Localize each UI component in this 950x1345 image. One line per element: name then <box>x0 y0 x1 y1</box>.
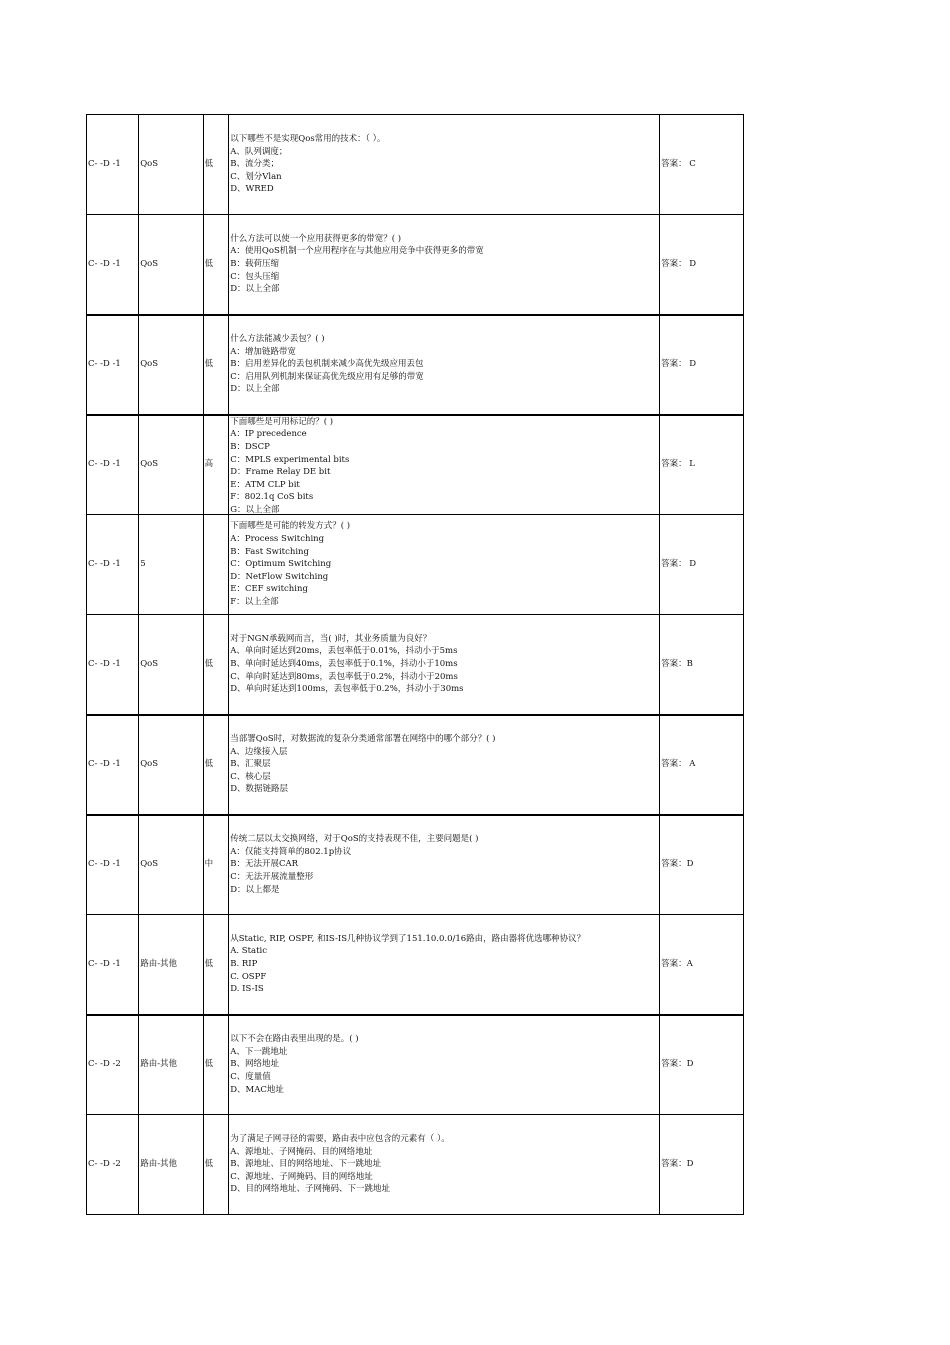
difficulty-cell <box>203 615 229 715</box>
question-line: A：增加链路带宽 <box>230 346 296 357</box>
category-cell <box>139 615 203 715</box>
category-cell <box>139 215 203 315</box>
category-cell <box>139 815 203 915</box>
question-line: 什么方法可以使一个应用获得更多的带宽？( ) <box>230 233 402 244</box>
answer-label: 答案：D <box>661 1059 694 1070</box>
category-cell <box>139 515 203 615</box>
category-label: 路由-其他 <box>140 958 178 969</box>
question-code-cell <box>87 915 139 1015</box>
category-label: QoS <box>140 359 159 370</box>
category-label: 5 <box>140 559 146 570</box>
question-text <box>230 233 658 296</box>
question-text <box>230 733 658 796</box>
question-cell <box>229 915 660 1015</box>
question-line: B、流分类； <box>230 159 279 170</box>
question-line: A：仅能支持简单的802.1p协议 <box>230 846 352 857</box>
answer-label: 答案： D <box>661 359 697 370</box>
question-text <box>230 833 658 896</box>
question-text <box>230 333 658 396</box>
difficulty-cell <box>203 115 229 215</box>
question-cell <box>229 315 660 415</box>
question-line: C：MPLS experimental bits <box>230 454 350 465</box>
table-row <box>87 715 744 815</box>
question-line: B：无法开展CAR <box>230 859 299 870</box>
answer-cell <box>660 115 744 215</box>
question-line: A、边缘接入层 <box>230 746 288 757</box>
question-line: B、源地址、目的网络地址、下一跳地址 <box>230 1159 381 1170</box>
question-line: B、单向时延达到40ms，丢包率低于0.1%，抖动小于10ms <box>230 658 458 669</box>
question-line: 传统二层以太交换网络，对于QoS的支持表现不佳，主要问题是( ) <box>230 834 479 845</box>
table-row <box>87 315 744 415</box>
question-code: C- -D -1 <box>88 359 121 370</box>
question-line: F：802.1q CoS bits <box>230 492 314 503</box>
question-cell <box>229 715 660 815</box>
question-line: E：CEF switching <box>230 584 308 595</box>
answer-label: 答案： D <box>661 559 697 570</box>
answer-cell <box>660 1015 744 1115</box>
difficulty-label: 高 <box>204 459 214 470</box>
difficulty-cell <box>203 515 229 615</box>
question-code: C- -D -1 <box>88 859 121 870</box>
question-line: A、单向时延达到20ms，丢包率低于0.01%，抖动小于5ms <box>230 646 458 657</box>
question-line: C、度量值 <box>230 1072 271 1083</box>
question-line: 当部署QoS时，对数据流的复杂分类通常部署在网络中的哪个部分？( ) <box>230 734 496 745</box>
question-line: A、源地址、子网掩码、目的网络地址 <box>230 1146 373 1157</box>
answer-label: 答案：A <box>661 958 693 969</box>
question-line: A：IP precedence <box>230 429 307 440</box>
question-line: D. IS-IS <box>230 984 264 995</box>
answer-label: 答案： C <box>661 159 696 170</box>
answer-label: 答案： L <box>661 459 695 470</box>
question-text <box>230 133 658 196</box>
question-line: B、网络地址 <box>230 1059 279 1070</box>
category-label: QoS <box>140 159 159 170</box>
question-line: 以下不会在路由表里出现的是。( ) <box>230 1034 359 1045</box>
difficulty-label: 低 <box>204 1159 214 1170</box>
category-label: 路由-其他 <box>140 1159 178 1170</box>
question-code-cell <box>87 215 139 315</box>
difficulty-cell <box>203 315 229 415</box>
category-cell <box>139 415 203 515</box>
question-line: 以下哪些不是实现Qos常用的技术：（ ）。 <box>230 134 386 145</box>
question-line: C：无法开展流量整形 <box>230 872 314 883</box>
answer-cell <box>660 215 744 315</box>
question-line: D、目的网络地址、子网掩码、下一跳地址 <box>230 1184 391 1195</box>
question-line: C：Optimum Switching <box>230 559 332 570</box>
question-code: C- -D -2 <box>88 1159 121 1170</box>
difficulty-cell <box>203 1015 229 1115</box>
question-text <box>230 1033 658 1096</box>
category-cell <box>139 1015 203 1115</box>
question-line: D：以上全部 <box>230 384 280 395</box>
category-cell <box>139 115 203 215</box>
question-line: C：启用队列机制来保证高优先级应用有足够的带宽 <box>230 371 424 382</box>
question-code-cell <box>87 1115 139 1215</box>
category-label: QoS <box>140 459 159 470</box>
table-row <box>87 815 744 915</box>
question-cell <box>229 515 660 615</box>
question-line: A：使用QoS机制一个应用程序在与其他应用竞争中获得更多的带宽 <box>230 246 484 257</box>
question-line: C：包头压缩 <box>230 271 280 282</box>
question-code-cell <box>87 515 139 615</box>
question-line: B、汇聚层 <box>230 759 271 770</box>
question-line: G：以上全部 <box>230 504 280 514</box>
question-text <box>230 933 658 996</box>
question-code-cell <box>87 315 139 415</box>
question-code: C- -D -1 <box>88 159 121 170</box>
category-cell <box>139 1115 203 1215</box>
category-cell <box>139 315 203 415</box>
table-row <box>87 415 744 515</box>
question-cell <box>229 415 660 515</box>
answer-label: 答案： D <box>661 258 697 269</box>
question-line: D：Frame Relay DE bit <box>230 467 331 478</box>
question-line: D：以上全部 <box>230 284 280 295</box>
question-line: C. OSPF <box>230 971 267 982</box>
question-line: B：启用差异化的丢包机制来减少高优先级应用丢包 <box>230 359 424 370</box>
question-code-cell <box>87 115 139 215</box>
question-text <box>230 1133 658 1196</box>
question-cell <box>229 615 660 715</box>
difficulty-cell <box>203 1115 229 1215</box>
category-label: QoS <box>140 258 159 269</box>
question-line: F：以上全部 <box>230 596 279 607</box>
question-text <box>230 633 658 696</box>
answer-label: 答案：D <box>661 859 694 870</box>
table-row <box>87 915 744 1015</box>
question-code-cell <box>87 615 139 715</box>
answer-cell <box>660 915 744 1015</box>
difficulty-label: 低 <box>204 159 214 170</box>
question-line: 下面哪些是可用标记的？( ) <box>230 416 334 427</box>
question-line: 对于NGN承载网而言，当( )时，其业务质量为良好？ <box>230 633 432 644</box>
question-code: C- -D -1 <box>88 258 121 269</box>
category-label: QoS <box>140 859 159 870</box>
difficulty-cell <box>203 415 229 515</box>
table-row <box>87 215 744 315</box>
question-line: B：DSCP <box>230 441 270 452</box>
answer-cell <box>660 315 744 415</box>
question-line: B：载荷压缩 <box>230 258 279 269</box>
category-label: QoS <box>140 759 159 770</box>
question-code: C- -D -1 <box>88 658 121 669</box>
question-cell <box>229 115 660 215</box>
answer-cell <box>660 615 744 715</box>
question-line: B：Fast Switching <box>230 546 309 557</box>
answer-label: 答案： A <box>661 759 696 770</box>
answer-cell <box>660 815 744 915</box>
table-row <box>87 615 744 715</box>
question-line: 为了满足子网寻径的需要，路由表中应包含的元素有（ ）。 <box>230 1134 450 1145</box>
question-code: C- -D -2 <box>88 1059 121 1070</box>
question-line: D：以上都是 <box>230 884 280 895</box>
difficulty-label: 低 <box>204 958 214 969</box>
question-line: B. RIP <box>230 958 258 969</box>
question-code-cell <box>87 415 139 515</box>
question-code-cell <box>87 815 139 915</box>
question-code: C- -D -1 <box>88 559 121 570</box>
question-cell <box>229 215 660 315</box>
question-code: C- -D -1 <box>88 459 121 470</box>
question-code: C- -D -1 <box>88 759 121 770</box>
difficulty-label: 低 <box>204 759 214 770</box>
difficulty-label: 低 <box>204 658 214 669</box>
difficulty-label: 低 <box>204 258 214 269</box>
question-line: E：ATM CLP bit <box>230 479 300 490</box>
answer-label: 答案：B <box>661 658 693 669</box>
table-row <box>87 115 744 215</box>
question-line: D、数据链路层 <box>230 784 289 795</box>
answer-cell <box>660 415 744 515</box>
question-code: C- -D -1 <box>88 958 121 969</box>
question-line: C、划分Vlan <box>230 171 282 182</box>
category-label: QoS <box>140 658 159 669</box>
question-line: C、源地址、子网掩码、目的网络地址 <box>230 1171 373 1182</box>
question-cell <box>229 1015 660 1115</box>
question-table <box>86 114 744 1215</box>
question-line: C、单向时延达到80ms，丢包率低于0.2%，抖动小于20ms <box>230 671 458 682</box>
question-line: D、MAC地址 <box>230 1084 284 1095</box>
question-text <box>230 416 658 514</box>
table-row <box>87 1015 744 1115</box>
question-code-cell <box>87 1015 139 1115</box>
category-cell <box>139 915 203 1015</box>
answer-cell <box>660 515 744 615</box>
difficulty-cell <box>203 715 229 815</box>
table-row <box>87 515 744 615</box>
question-line: A. Static <box>230 946 267 957</box>
answer-cell <box>660 1115 744 1215</box>
category-label: 路由-其他 <box>140 1059 178 1070</box>
question-line: A、队列调度； <box>230 146 288 157</box>
question-code-cell <box>87 715 139 815</box>
question-line: 下面哪些是可能的转发方式？( ) <box>230 521 351 532</box>
question-line: A：Process Switching <box>230 534 325 545</box>
question-text <box>230 520 658 608</box>
question-line: 从Static, RIP, OSPF, 和IS-IS几种协议学到了151.10.0.0/16路由，路由器将优选哪种协议？ <box>230 933 586 944</box>
question-line: 什么方法能减少丢包？( ) <box>230 334 325 345</box>
question-cell <box>229 1115 660 1215</box>
question-line: A、下一跳地址 <box>230 1046 288 1057</box>
question-line: D、WRED <box>230 184 274 195</box>
question-cell <box>229 815 660 915</box>
difficulty-label: 低 <box>204 1059 214 1070</box>
question-line: D：NetFlow Switching <box>230 571 329 582</box>
difficulty-cell <box>203 815 229 915</box>
table-row <box>87 1115 744 1215</box>
question-line: C、核心层 <box>230 771 271 782</box>
difficulty-cell <box>203 215 229 315</box>
difficulty-cell <box>203 915 229 1015</box>
answer-cell <box>660 715 744 815</box>
question-line: D、单向时延达到100ms，丢包率低于0.2%，抖动小于30ms <box>230 684 464 695</box>
difficulty-label: 中 <box>204 859 214 870</box>
difficulty-label: 低 <box>204 359 214 370</box>
answer-label: 答案：D <box>661 1159 694 1170</box>
category-cell <box>139 715 203 815</box>
